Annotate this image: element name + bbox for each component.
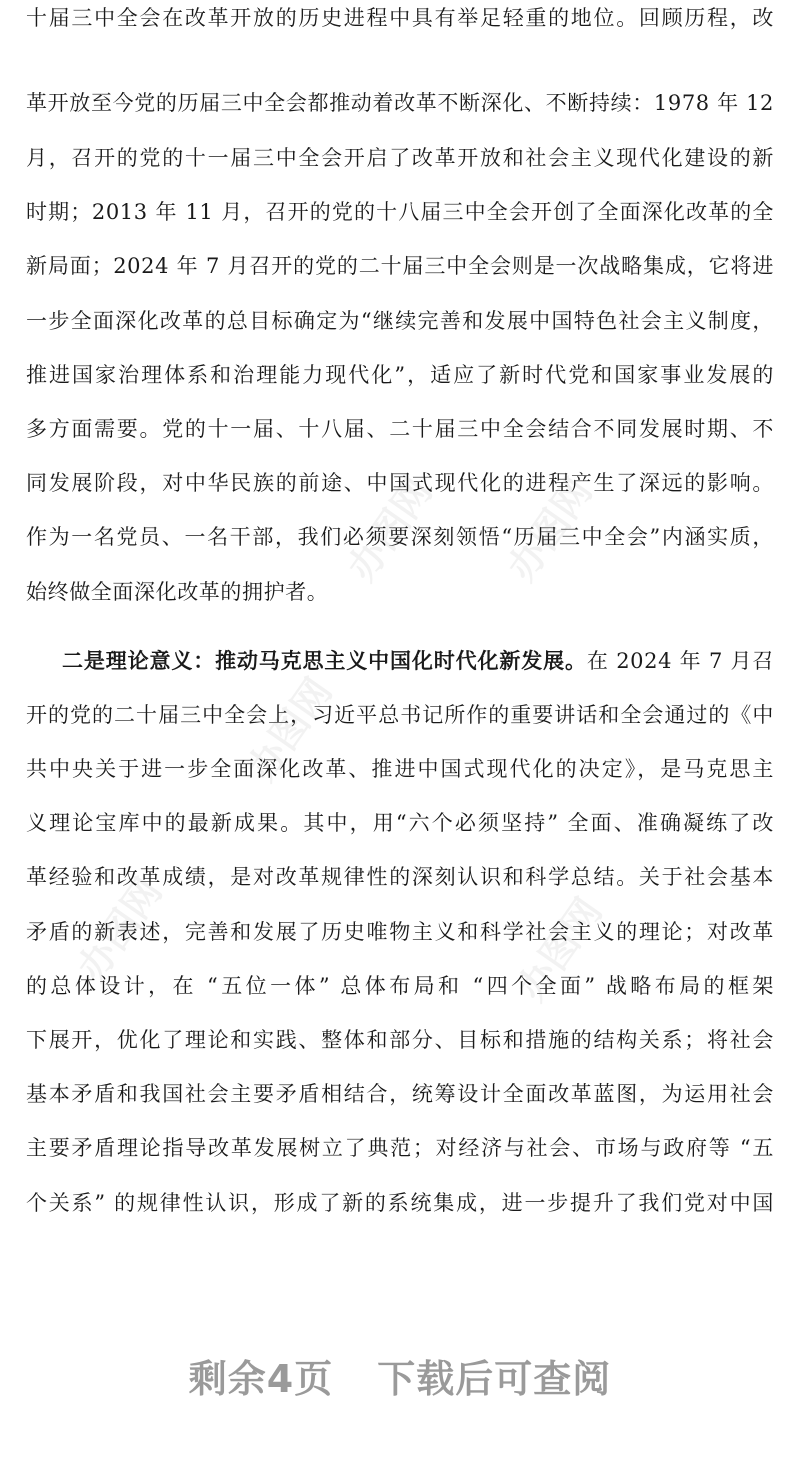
paragraph-line: 新局面；2024 年 7 月召开的党的二十届三中全会则是一次战略集成，它将进 [26, 254, 774, 278]
watermark: 办图网 [339, 470, 441, 589]
paragraph-line: 开的党的二十届三中全会上，习近平总书记所作的重要讲话和全会通过的《中 [26, 703, 774, 727]
paragraph-line: 主要矛盾理论指导改革发展树立了典范；对经济与社会、市场与政府等 “五 [26, 1136, 774, 1160]
paragraph-line: 月，召开的党的十一届三中全会开启了改革开放和社会主义现代化建设的新 [26, 146, 774, 170]
watermark: 办图网 [499, 470, 601, 589]
paragraph-line: 多方面需要。党的十一届、十八届、二十届三中全会结合不同发展时期、不 [26, 417, 774, 441]
paragraph-line: 基本矛盾和我国社会主要矛盾相结合，统筹设计全面改革蓝图，为运用社会 [26, 1082, 774, 1106]
paragraph-line: 矛盾的新表述，完善和发展了历史唯物主义和科学社会主义的理论；对改革 [26, 920, 774, 944]
paragraph-line: 一步全面深化改革的总目标确定为“继续完善和发展中国特色社会主义制度， [26, 309, 774, 333]
section-heading-rest: 在 2024 年 7 月召 [586, 649, 774, 673]
paragraph-line: 作为一名党员、一名干部，我们必须要深刻领悟“历届三中全会”内涵实质， [26, 525, 774, 549]
section-heading: 二是理论意义：推动马克思主义中国化时代化新发展。 [62, 648, 587, 673]
paragraph-line: 革开放至今党的历届三中全会都推动着改革不断深化、不断持续：1978 年 12 [26, 91, 774, 115]
paragraph-line: 义理论宝库中的最新成果。其中，用“六个必须坚持” 全面、准确凝练了改 [26, 811, 774, 835]
remaining-pages-label: 剩余4页 [188, 1357, 334, 1401]
watermark: 办图网 [509, 890, 611, 1009]
paragraph-line: 十届三中全会在改革开放的历史进程中具有举足轻重的地位。回顾历程，改 [26, 6, 774, 30]
paragraph-line: 下展开，优化了理论和实践、整体和部分、目标和措施的结构关系；将社会 [26, 1028, 774, 1052]
paragraph-line: 共中央关于进一步全面深化改革、推进中国式现代化的决定》，是马克思主 [26, 757, 774, 781]
paragraph-line: 始终做全面深化改革的拥护者。 [26, 580, 329, 604]
paragraph-line: 时期；2013 年 11 月，召开的党的十八届三中全会开创了全面深化改革的全 [26, 200, 774, 224]
paragraph-line: 推进国家治理体系和治理能力现代化”，适应了新时代党和国家事业发展的 [26, 363, 774, 387]
paragraph-line: 革经验和改革成绩，是对改革规律性的深刻认识和科学总结。关于社会基本 [26, 865, 774, 889]
watermark: 办图网 [239, 670, 341, 789]
paragraph-line: 的总体设计，在 “五位一体” 总体布局和 “四个全面” 战略布局的框架 [26, 974, 774, 998]
remaining-pages-banner[interactable] [0, 1348, 800, 1403]
section-heading-line [62, 646, 774, 676]
paragraph-line: 同发展阶段，对中华民族的前途、中国式现代化的进程产生了深远的影响。 [26, 471, 774, 495]
download-to-view-label: 下载后可查阅 [377, 1357, 612, 1401]
paragraph-line: 个关系” 的规律性认识，形成了新的系统集成，进一步提升了我们党对中国 [26, 1191, 774, 1215]
watermark: 办图网 [69, 870, 171, 989]
